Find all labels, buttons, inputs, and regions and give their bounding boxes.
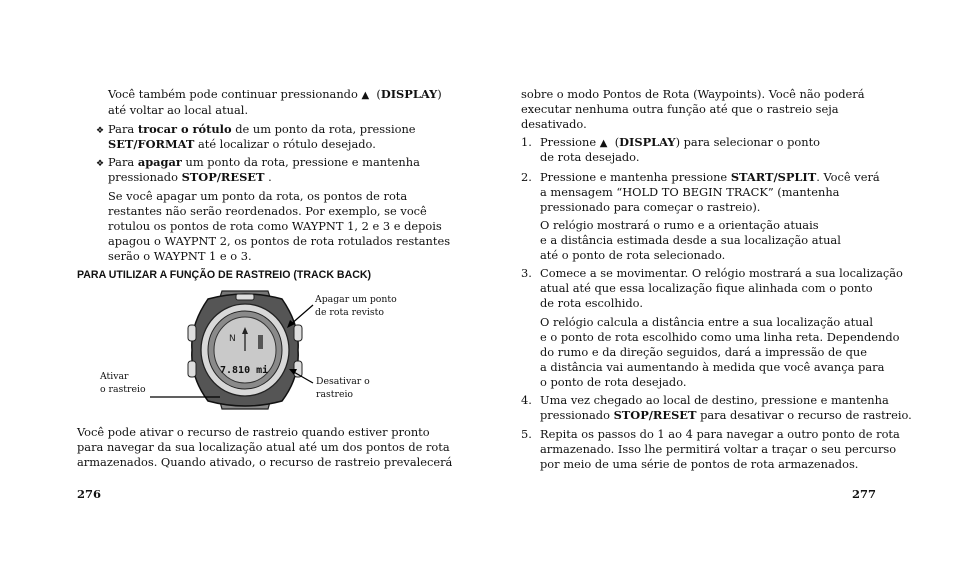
step-number: 2.: [521, 170, 532, 184]
paragraph-line: e o ponto de rota escolhido como uma linha reta. Dependendo: [540, 330, 900, 344]
step-line: Pressione ▲ (DISPLAY) para selecionar o ponto: [540, 135, 821, 149]
callout-desativar: Desativar o rastreio: [316, 376, 370, 400]
step-line: armazenado. Isso lhe permitirá voltar a traçar o seu percurso: [540, 442, 897, 456]
bullet-diamond-icon: ❖: [96, 159, 105, 169]
paragraph-line: executar nenhuma outra função até que o rastreio seja: [521, 102, 839, 116]
step-line: de rota escolhido.: [540, 296, 643, 310]
paragraph-line: desativado.: [521, 117, 587, 131]
bullet-line: Para apagar um ponto da rota, pressione e mantenha: [108, 155, 420, 169]
bullet-line: Para trocar o rótulo de um ponto da rota, pressione: [108, 122, 416, 136]
step-line: pressionado STOP/RESET para desativar o recurso de rastreio.: [540, 408, 912, 422]
step-number: 3.: [521, 266, 532, 280]
step-line: Repita os passos do 1 ao 4 para navegar a outro ponto de rota: [540, 427, 900, 441]
paragraph-line: a distância vai aumentando à medida que você avança para: [540, 360, 885, 374]
paragraph-line: sobre o modo Pontos de Rota (Waypoints). Você não poderá: [521, 87, 865, 101]
step-line: Uma vez chegado ao local de destino, pressione e mantenha: [540, 393, 889, 407]
step-number: 4.: [521, 393, 532, 407]
svg-text:N: N: [229, 334, 236, 344]
step-line: por meio de uma série de pontos de rota armazenados.: [540, 457, 859, 471]
paragraph-line: Se você apagar um ponto da rota, os pontos de rota: [108, 189, 408, 203]
step-line: a mensagem “HOLD TO BEGIN TRACK” (mantenha: [540, 185, 840, 199]
paragraph-line: Você pode ativar o recurso de rastreio quando estiver pronto: [77, 425, 430, 439]
step-line: de rota desejado.: [540, 150, 640, 164]
paragraph-line: O relógio calcula a distância entre a sua localização atual: [540, 315, 873, 329]
step-number: 1.: [521, 135, 532, 149]
paragraph-line: armazenados. Quando ativado, o recurso de rastreio prevalecerá: [77, 455, 453, 469]
watch-display-text: 7.810 mi: [220, 365, 269, 376]
paragraph-line: apagou o WAYPNT 2, os pontos de rota rotulados restantes: [108, 234, 451, 248]
step-line: Comece a se movimentar. O relógio mostrará a sua localização: [540, 266, 903, 280]
bullet-line: pressionado STOP/RESET .: [108, 170, 272, 184]
paragraph-line: o ponto de rota desejado.: [540, 375, 687, 389]
page-number-left: 276: [77, 487, 102, 501]
paragraph-line: até voltar ao local atual.: [108, 103, 249, 117]
section-heading: PARA UTILIZAR A FUNÇÃO DE RASTREIO (TRACK BACK): [77, 269, 372, 281]
paragraph-line: até o ponto de rota selecionado.: [540, 248, 726, 262]
step-line: Pressione e mantenha pressione START/SPLIT. Você verá: [540, 170, 880, 184]
step-number: 5.: [521, 427, 532, 441]
paragraph-line: restantes não serão reordenados. Por exemplo, se você: [108, 204, 427, 218]
callout-apagar: Apagar um ponto de rota revisto: [315, 294, 397, 318]
paragraph-line: serão o WAYPNT 1 e o 3.: [108, 249, 252, 263]
bullet-line: SET/FORMAT até localizar o rótulo desejado.: [108, 137, 376, 151]
paragraph-line: do rumo e da direção seguidos, dará a impressão de que: [540, 345, 868, 359]
paragraph-line: para navegar da sua localização atual até um dos pontos de rota: [77, 440, 450, 454]
paragraph-line: O relógio mostrará o rumo e a orientação atuais: [540, 218, 819, 232]
paragraph-line: e a distância estimada desde a sua localização atual: [540, 233, 841, 247]
step-line: pressionado para começar o rastreio).: [540, 200, 761, 214]
bullet-diamond-icon: ❖: [96, 126, 105, 136]
paragraph-line: rotulou os pontos de rota como WAYPNT 1, 2 e 3 e depois: [108, 219, 442, 233]
paragraph-line: Você também pode continuar pressionando ▲ (DISPLAY): [108, 87, 442, 101]
callout-lines: [150, 285, 340, 415]
page-number-right: 277: [852, 487, 877, 501]
step-line: atual até que essa localização fique alinhada com o ponto: [540, 281, 873, 295]
callout-ativar: Ativar o rastreio: [100, 371, 146, 395]
